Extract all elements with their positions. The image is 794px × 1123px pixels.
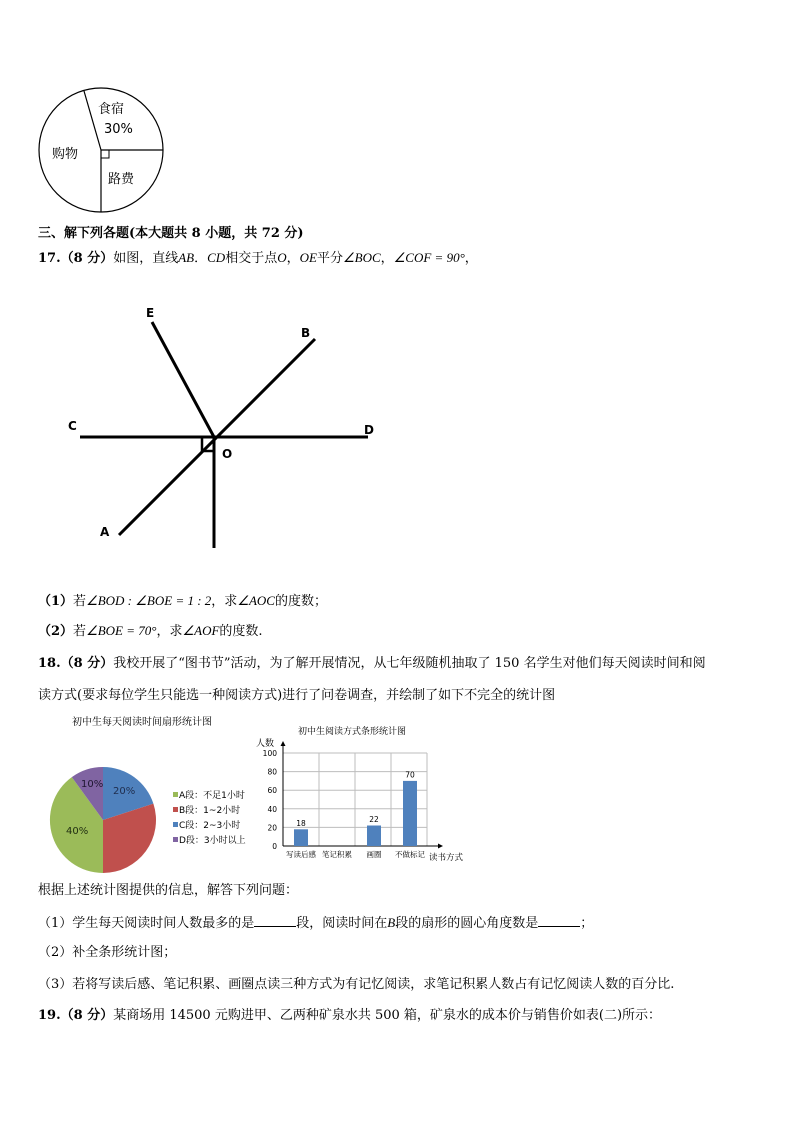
sub-text: 段，阅读时间在 bbox=[296, 916, 388, 931]
legend-c: C段：2~3小时 bbox=[179, 821, 241, 831]
legend-b: B段：1~2小时 bbox=[179, 806, 241, 816]
answer-blank[interactable] bbox=[254, 914, 296, 927]
point-label-e: E bbox=[146, 306, 155, 320]
label-travel: 路费 bbox=[108, 172, 135, 187]
sub-text: 的度数. bbox=[219, 624, 263, 639]
sub-text: 若 bbox=[73, 624, 87, 639]
q18-text: 我校开展了“图书节”活动，为了解开展情况，从七年级随机抽取了 150 名学生对他们每天阅读时间和阅 bbox=[113, 656, 706, 671]
math-angle-boc: ∠BOC bbox=[342, 250, 381, 265]
bar-label: 70 bbox=[405, 770, 415, 780]
legend-a: A段：不足1小时 bbox=[179, 791, 245, 801]
sub-text: 段的扇形的圆心角度数是 bbox=[395, 916, 539, 931]
pct-a: 40% bbox=[66, 826, 89, 837]
q18-stem-line1 bbox=[38, 656, 706, 672]
legend-swatch-a bbox=[173, 792, 178, 797]
pct-c: 20% bbox=[113, 786, 136, 797]
bar-no-mark bbox=[403, 781, 417, 846]
legend-swatch-c bbox=[173, 822, 178, 827]
chart-title: 初中生每天阅读时间扇形统计图 bbox=[72, 717, 212, 728]
x-axis-arrow-icon bbox=[438, 844, 443, 849]
chart-title: 初中生阅读方式条形统计图 bbox=[298, 727, 407, 737]
pct-d: 10% bbox=[81, 779, 104, 790]
point-label-o: O bbox=[222, 447, 233, 461]
point-label-a: A bbox=[100, 525, 110, 539]
point-label-c: C bbox=[68, 419, 77, 433]
y-tick: 60 bbox=[267, 786, 277, 796]
x-category: 画圈 bbox=[366, 850, 382, 859]
y-tick: 40 bbox=[267, 804, 277, 814]
sub-text: 若 bbox=[73, 594, 87, 609]
q18-sub2: （2）补全条形统计图； bbox=[38, 945, 177, 960]
math-cd: CD bbox=[207, 250, 226, 265]
q17-text: 平分 bbox=[316, 251, 343, 266]
y-axis-label: 人数 bbox=[256, 739, 275, 749]
q17-text: ， bbox=[286, 251, 300, 266]
ray-oe bbox=[152, 322, 214, 437]
sub-text: （1）学生每天阅读时间人数最多的是 bbox=[38, 916, 255, 931]
math-oe: OE bbox=[299, 250, 317, 265]
math-angle-cof: ∠COF = 90° bbox=[393, 250, 465, 265]
q17-text: 如图，直线 bbox=[113, 251, 179, 266]
q17-text: 相交于点 bbox=[225, 251, 278, 266]
math-b: B bbox=[387, 915, 396, 930]
sub-number: （2） bbox=[38, 624, 74, 639]
y-axis-arrow-icon bbox=[281, 741, 286, 746]
math-o: O bbox=[277, 250, 287, 265]
math-angle-boe: ∠BOE = 70° bbox=[86, 623, 157, 638]
legend-swatch-d bbox=[173, 837, 178, 842]
y-tick: 100 bbox=[262, 749, 277, 758]
x-category: 不做标记 bbox=[395, 850, 425, 859]
q18-number: 18.（8 分） bbox=[38, 656, 114, 671]
point-label-d: D bbox=[364, 423, 374, 437]
q19-number: 19.（8 分） bbox=[38, 1008, 114, 1023]
label-shopping: 购物 bbox=[52, 147, 79, 162]
x-category: 写读后感 bbox=[286, 850, 316, 859]
math-angle-aoc: ∠AOC bbox=[237, 593, 275, 608]
sub-text: ，求 bbox=[156, 624, 183, 639]
y-tick: 80 bbox=[267, 767, 277, 777]
geometry-figure bbox=[60, 300, 390, 552]
y-tick-labels bbox=[263, 749, 278, 851]
math-ratio: ∠BOD : ∠BOE = 1 : 2 bbox=[86, 593, 212, 608]
legend-swatch-b bbox=[173, 807, 178, 812]
bar-write-reflection bbox=[294, 829, 308, 846]
expense-pie-chart bbox=[38, 82, 166, 214]
sub-text: ； bbox=[580, 916, 594, 931]
bar-circle bbox=[367, 826, 381, 847]
q17-sub1 bbox=[38, 593, 327, 610]
y-tick: 20 bbox=[267, 823, 277, 833]
math-angle-aof: ∠AOF bbox=[182, 623, 220, 638]
sub-number: （1） bbox=[38, 594, 74, 609]
q19-stem bbox=[38, 1008, 661, 1024]
q17-stem bbox=[38, 250, 478, 267]
q18-sub3: （3）若将写读后感、笔记积累、画圈点读三种方式为有记忆阅读，求笔记积累人数占有记忆阅读人数的百分比. bbox=[38, 977, 675, 992]
q18-prompt: 根据上述统计图提供的信息，解答下列问题： bbox=[38, 883, 299, 898]
bar-data-labels bbox=[296, 771, 415, 829]
q17-sub2 bbox=[38, 623, 263, 640]
bar-label: 18 bbox=[296, 819, 306, 828]
q17-text: ， bbox=[464, 251, 478, 266]
section-heading: 三、解下列各题(本大题共 8 小题，共 72 分) bbox=[38, 226, 304, 241]
reading-method-bar-chart bbox=[250, 720, 480, 865]
bar-label: 22 bbox=[369, 815, 379, 824]
x-category: 笔记积累 bbox=[322, 850, 352, 859]
math-ab: AB bbox=[178, 250, 195, 265]
answer-blank[interactable] bbox=[538, 914, 580, 927]
sub-text: 的度数； bbox=[274, 594, 327, 609]
y-tick: 0 bbox=[272, 842, 277, 851]
q18-stem-line2: 读方式(要求每位学生只能选一种阅读方式)进行了问卷调查，并绘制了如下不完全的统计图 bbox=[38, 688, 556, 703]
x-axis-label: 读书方式 bbox=[429, 853, 464, 863]
point-label-b: B bbox=[301, 326, 311, 340]
reading-time-pie-chart bbox=[40, 712, 280, 877]
label-food-lodging: 食宿 bbox=[98, 102, 125, 117]
x-category-labels bbox=[286, 849, 425, 859]
q19-text: 某商场用 14500 元购进甲、乙两种矿泉水共 500 箱，矿泉水的成本价与销售价如表(二)所示： bbox=[113, 1008, 662, 1023]
q17-number: 17.（8 分） bbox=[38, 251, 114, 266]
q18-sub1 bbox=[38, 914, 593, 932]
legend-d: D段：3小时以上 bbox=[179, 836, 246, 846]
q17-text: ， bbox=[380, 251, 394, 266]
sub-text: ，求 bbox=[211, 594, 238, 609]
label-food-lodging-pct: 30% bbox=[104, 122, 133, 137]
q17-text: ． bbox=[194, 251, 208, 266]
